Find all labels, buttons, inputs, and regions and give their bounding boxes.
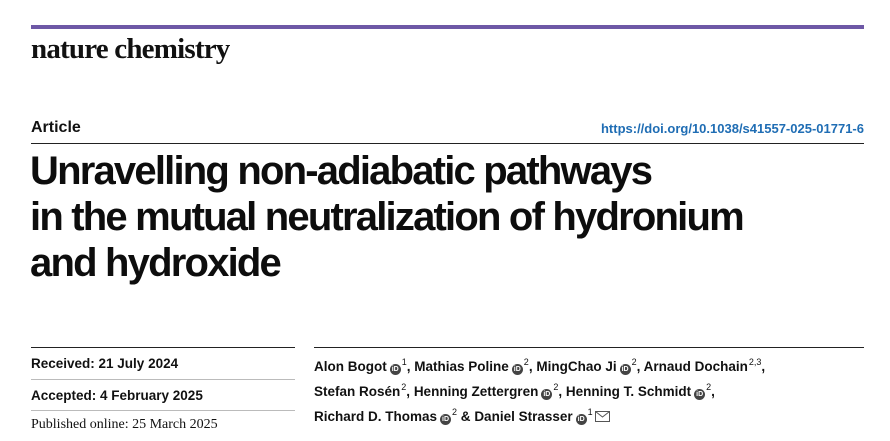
affiliation-marker: 2 — [631, 357, 637, 367]
journal-name: nature chemistry — [31, 33, 230, 65]
orcid-icon[interactable]: iD — [513, 366, 521, 373]
orcid-icon[interactable]: iD — [543, 391, 551, 398]
author-name: Alon Bogot — [314, 359, 387, 374]
author-name: MingChao Ji — [536, 359, 617, 374]
title-line: Unravelling non-adiabatic pathways — [30, 149, 652, 193]
date-separator — [31, 410, 295, 411]
article-type: Article — [31, 119, 81, 136]
author-name: Mathias Poline — [414, 359, 509, 374]
author[interactable] — [414, 359, 529, 374]
affiliation-marker: 2 — [706, 382, 712, 392]
affiliation-marker: 2 — [523, 357, 529, 367]
orcid-icon[interactable]: iD — [577, 416, 585, 423]
title-line: and hydroxide — [30, 241, 280, 285]
author[interactable] — [644, 359, 762, 374]
author[interactable] — [566, 384, 711, 399]
author[interactable] — [314, 409, 457, 424]
author[interactable] — [536, 359, 636, 374]
accepted-date: Accepted: 4 February 2025 — [31, 388, 203, 403]
article-title — [30, 148, 860, 286]
affiliation-marker: 2 — [452, 407, 458, 417]
author-name: Stefan Rosén — [314, 384, 401, 399]
title-line: in the mutual neutralization of hydronium — [30, 195, 743, 239]
author-name: Henning T. Schmidt — [565, 384, 692, 399]
orcid-icon[interactable]: iD — [391, 366, 399, 373]
dates-divider — [31, 347, 295, 348]
header-divider — [31, 143, 864, 144]
date-separator — [31, 379, 295, 380]
author[interactable] — [314, 359, 407, 374]
orcid-icon[interactable]: iD — [442, 416, 450, 423]
author[interactable] — [414, 384, 559, 399]
author[interactable] — [474, 409, 609, 424]
mail-icon[interactable] — [595, 407, 610, 428]
published-date: Published online: 25 March 2025 — [31, 417, 218, 432]
orcid-icon[interactable]: iD — [621, 366, 629, 373]
affiliation-marker: 2,3 — [748, 357, 762, 367]
affiliation-marker: 2 — [401, 382, 407, 392]
affiliation-marker: 2 — [553, 382, 559, 392]
affiliation-marker: 1 — [587, 407, 593, 417]
author-list: Alon Bogot iD$^1$, Mathias Poline iD$^2$, MingChao Ji iD$^2$, Arnaud Dochain$^{2,3}$, Stefan Rosén$^2$, Henning Zettergren iD$^2$, Henning T. Schmidt iD$^2$, Richard D. Thomas iD$^2$ & Daniel Strasser iD$^1$ — [314, 352, 854, 428]
author-name: Henning Zettergren — [413, 384, 539, 399]
authors-divider — [314, 347, 864, 348]
journal-accent-rule — [31, 25, 864, 29]
author-name: Daniel Strasser — [474, 409, 573, 424]
affiliation-marker: 1 — [401, 357, 407, 367]
author-name: Richard D. Thomas — [314, 409, 438, 424]
author[interactable] — [314, 384, 406, 399]
orcid-icon[interactable]: iD — [696, 391, 704, 398]
received-date: Received: 21 July 2024 — [31, 356, 179, 371]
doi-link[interactable]: https://doi.org/10.1038/s41557-025-01771-6 — [600, 121, 864, 136]
author-name: Arnaud Dochain — [643, 359, 748, 374]
